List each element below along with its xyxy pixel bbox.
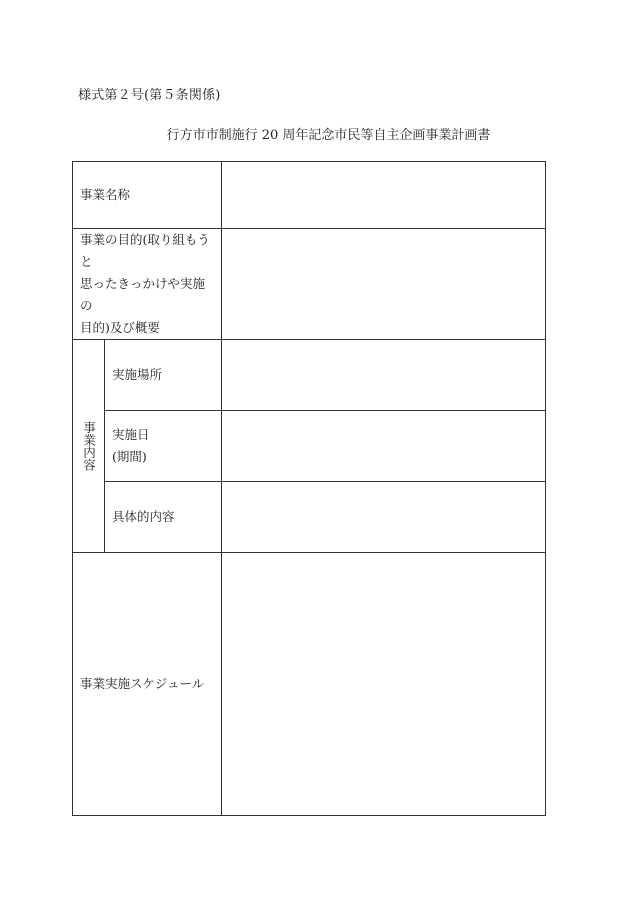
location-field[interactable] [222, 340, 546, 411]
purpose-field[interactable] [222, 229, 546, 340]
purpose-label-line-2: 思ったきっかけや実施の [80, 276, 206, 313]
document-title: 行方市市制施行 20 周年記念市民等自主企画事業計画書 [166, 128, 491, 143]
location-label: 実施場所 [105, 340, 222, 411]
row-details [73, 482, 546, 553]
schedule-label: 事業実施スケジュール [73, 553, 222, 816]
row-date [73, 411, 546, 482]
row-schedule [73, 553, 546, 816]
details-label: 具体的内容 [105, 482, 222, 553]
content-group-label: 事業内容 [81, 421, 97, 471]
date-field[interactable] [222, 411, 546, 482]
project-name-label: 事業名称 [73, 162, 222, 229]
schedule-field[interactable] [222, 553, 546, 816]
date-label-line-1: 実施日 [112, 427, 150, 442]
form-number: 様式第２号(第５条関係) [78, 88, 221, 103]
content-group-label-cell [73, 340, 105, 553]
date-label-line-2: (期間) [112, 449, 147, 464]
purpose-label [73, 229, 222, 340]
row-location [73, 340, 546, 411]
row-project-name [73, 162, 546, 229]
details-field[interactable] [222, 482, 546, 553]
row-purpose [73, 229, 546, 340]
purpose-label-line-1: 事業の目的(取り組もうと [80, 232, 210, 269]
project-name-field[interactable] [222, 162, 546, 229]
date-label [105, 411, 222, 482]
purpose-label-line-3: 目的)及び概要 [80, 320, 160, 335]
plan-form-table [72, 161, 546, 816]
